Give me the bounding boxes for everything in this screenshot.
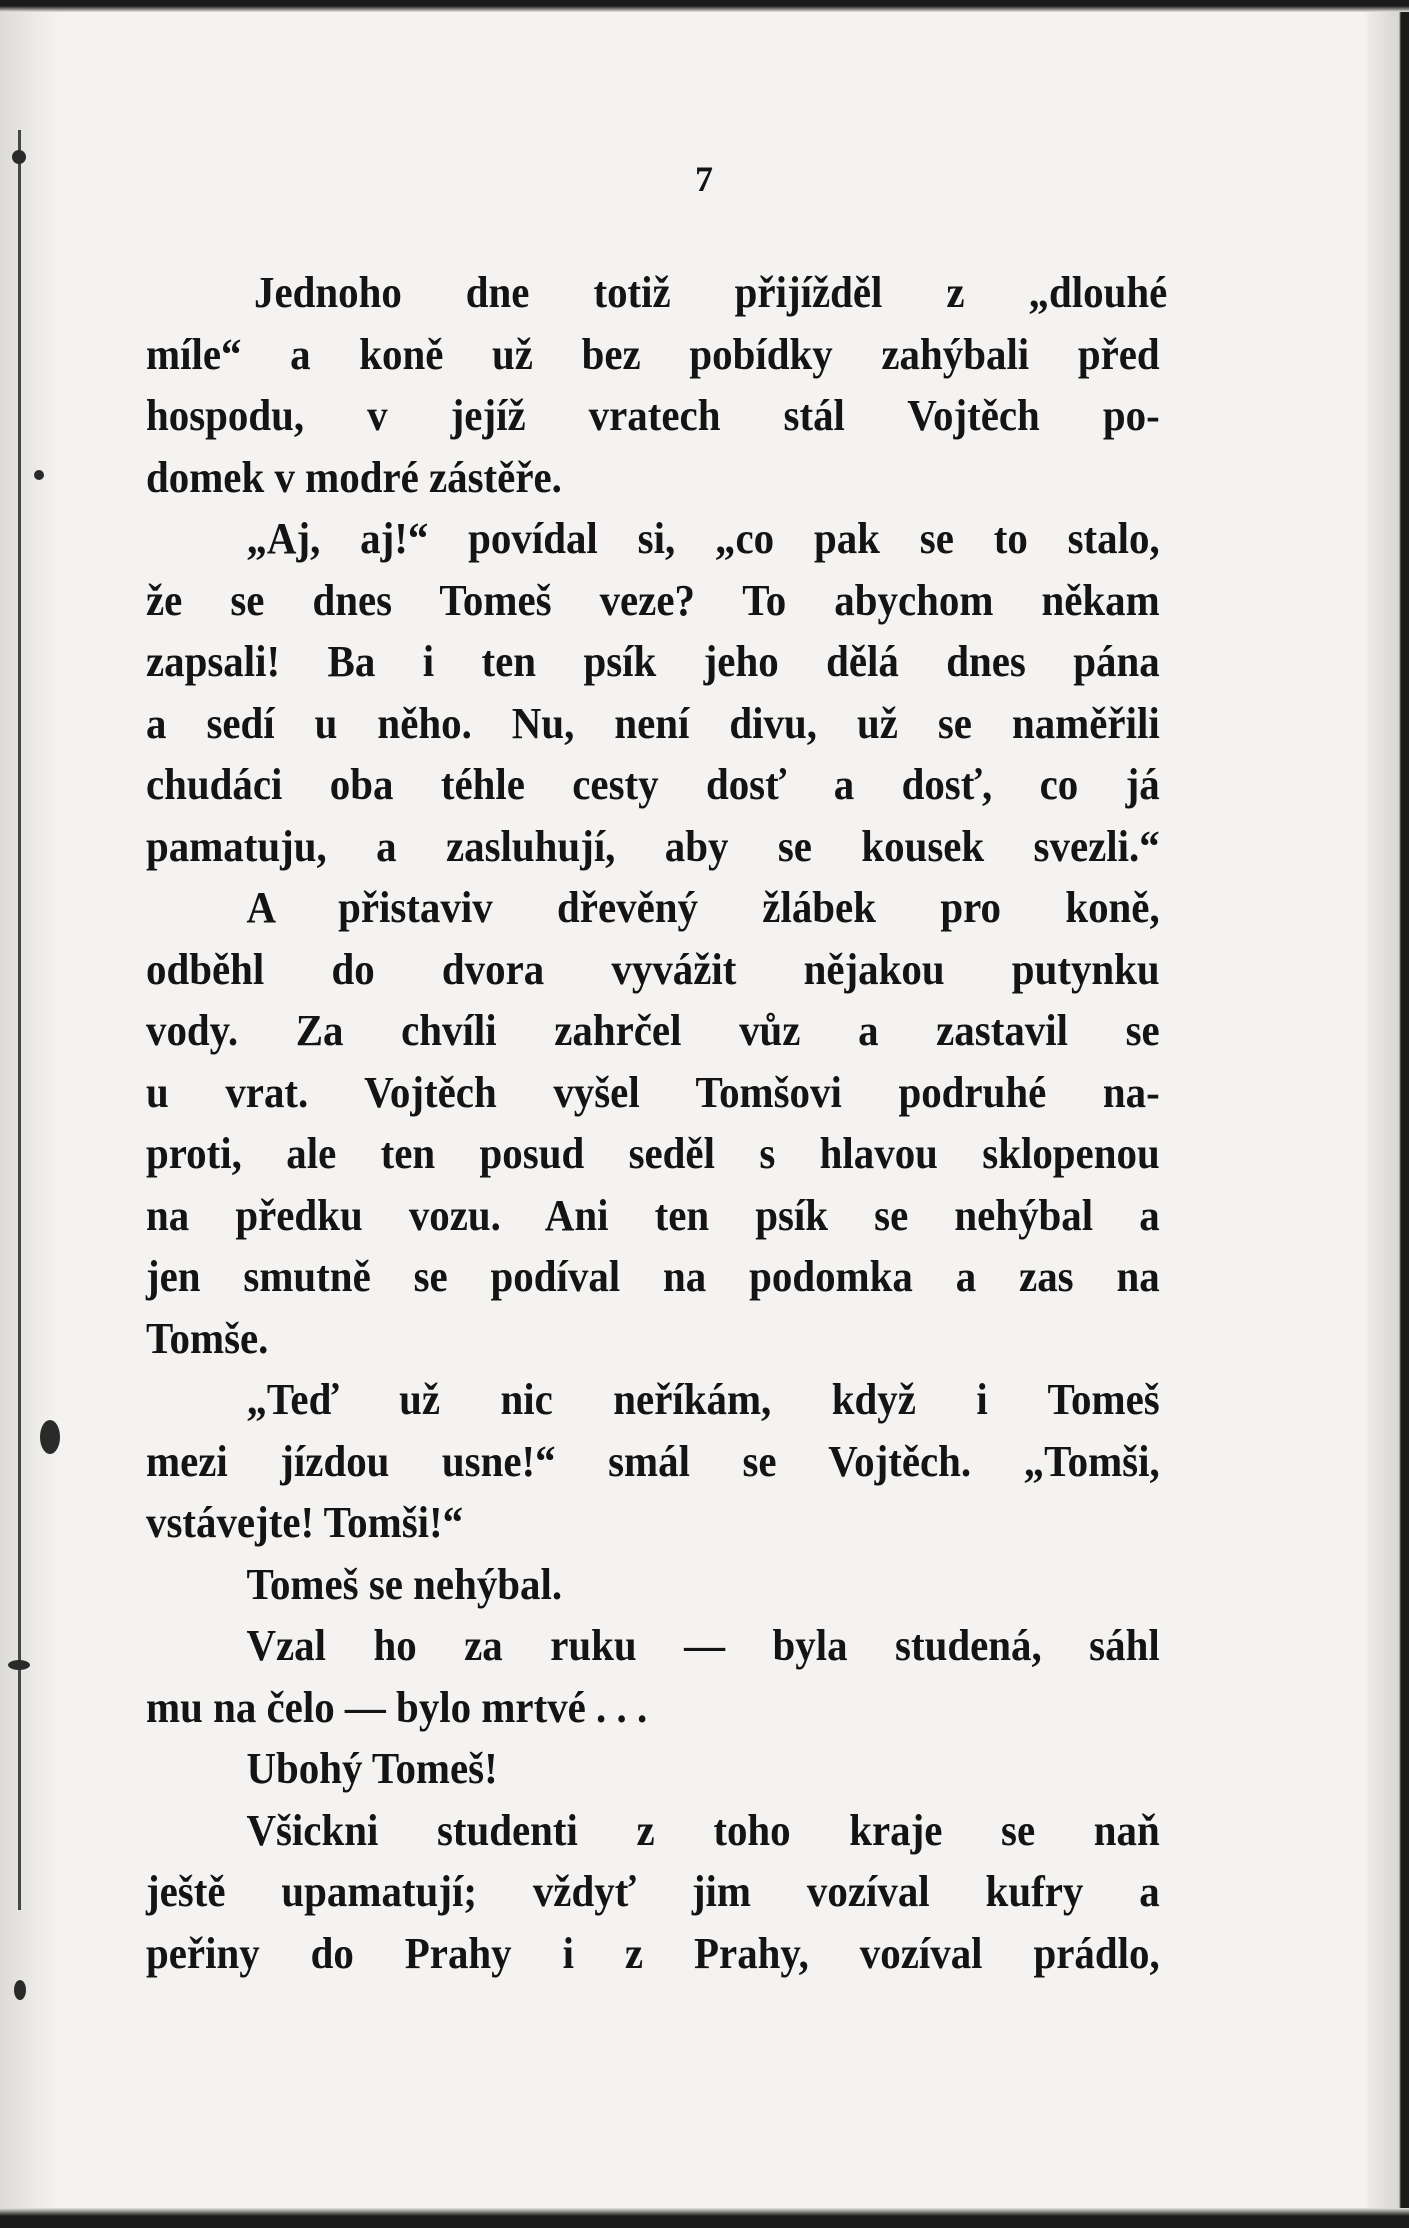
text-line: jen smutně se podíval na podomka a zas na <box>146 1252 1160 1301</box>
text-line: hospodu, v jejíž vratech stál Vojtěch po- <box>146 391 1160 440</box>
text-line: že se dnes Tomeš veze? To abychom někam <box>146 575 1160 625</box>
text-line: peřiny do Prahy i z Prahy, vozíval prádlo, <box>146 1928 1160 1978</box>
binding-mark <box>8 1660 30 1670</box>
page-number: 7 <box>695 159 714 199</box>
text-line: proti, ale ten posud seděl s hlavou sklopenou <box>146 1129 1160 1178</box>
text-line: Tomeš se nehýbal. <box>246 1559 563 1609</box>
text-line: domek v modré zástěře. <box>146 452 562 502</box>
scan-edge-bottom <box>0 2208 1409 2228</box>
text-line: vstávejte! Tomši!“ <box>146 1498 464 1547</box>
scan-edge-left <box>0 0 60 2228</box>
text-line: mu na čelo — bylo mrtvé . . . <box>146 1682 648 1732</box>
text-line: Vzal ho za ruku — byla studená, sáhl <box>246 1621 1160 1670</box>
text-line: na předku vozu. Ani ten psík se nehýbal a <box>146 1190 1160 1240</box>
binding-rule <box>18 130 21 1910</box>
text-line: u vrat. Vojtěch vyšel Tomšovi podruhé na- <box>146 1067 1160 1117</box>
body-text <box>146 262 1236 1984</box>
text-line: mezi jízdou usne!“ smál se Vojtěch. „Tomši, <box>146 1436 1160 1486</box>
text-line: Jednoho dne totiž přijížděl z „dlouhé <box>254 268 1168 317</box>
text-line: pamatuju, a zasluhují, aby se kousek svezli.“ <box>146 821 1160 871</box>
text-line: vody. Za chvíli zahrčel vůz a zastavil se <box>146 1006 1160 1055</box>
text-line: Ubohý Tomeš! <box>246 1744 498 1793</box>
text-line: zapsali! Ba i ten psík jeho dělá dnes pána <box>146 637 1160 686</box>
text-line: a sedí u něho. Nu, není divu, už se naměřili <box>146 698 1160 748</box>
text-line: A přistaviv dřevěný žlábek pro koně, <box>246 883 1160 932</box>
scan-edge-right <box>1365 0 1409 2228</box>
text-line: „Teď už nic neříkám, když i Tomeš <box>246 1375 1160 1424</box>
text-line: chudáci oba téhle cesty dosť a dosť, co já <box>146 760 1160 809</box>
text-line: odběhl do dvora vyvážit nějakou putynku <box>146 944 1160 994</box>
binding-mark <box>14 1980 26 2000</box>
scan-edge-top <box>0 0 1409 12</box>
binding-mark <box>40 1420 60 1454</box>
text-line: „Aj, aj!“ povídal si, „co pak se to stalo, <box>246 514 1160 563</box>
text-line: Tomše. <box>146 1313 269 1363</box>
text-line: Všickni studenti z toho kraje se naň <box>246 1805 1160 1855</box>
text-line: míle“ a koně už bez pobídky zahýbali před <box>146 329 1160 379</box>
text-line: ještě upamatují; vždyť jim vozíval kufry a <box>146 1867 1160 1916</box>
binding-mark <box>34 470 44 480</box>
